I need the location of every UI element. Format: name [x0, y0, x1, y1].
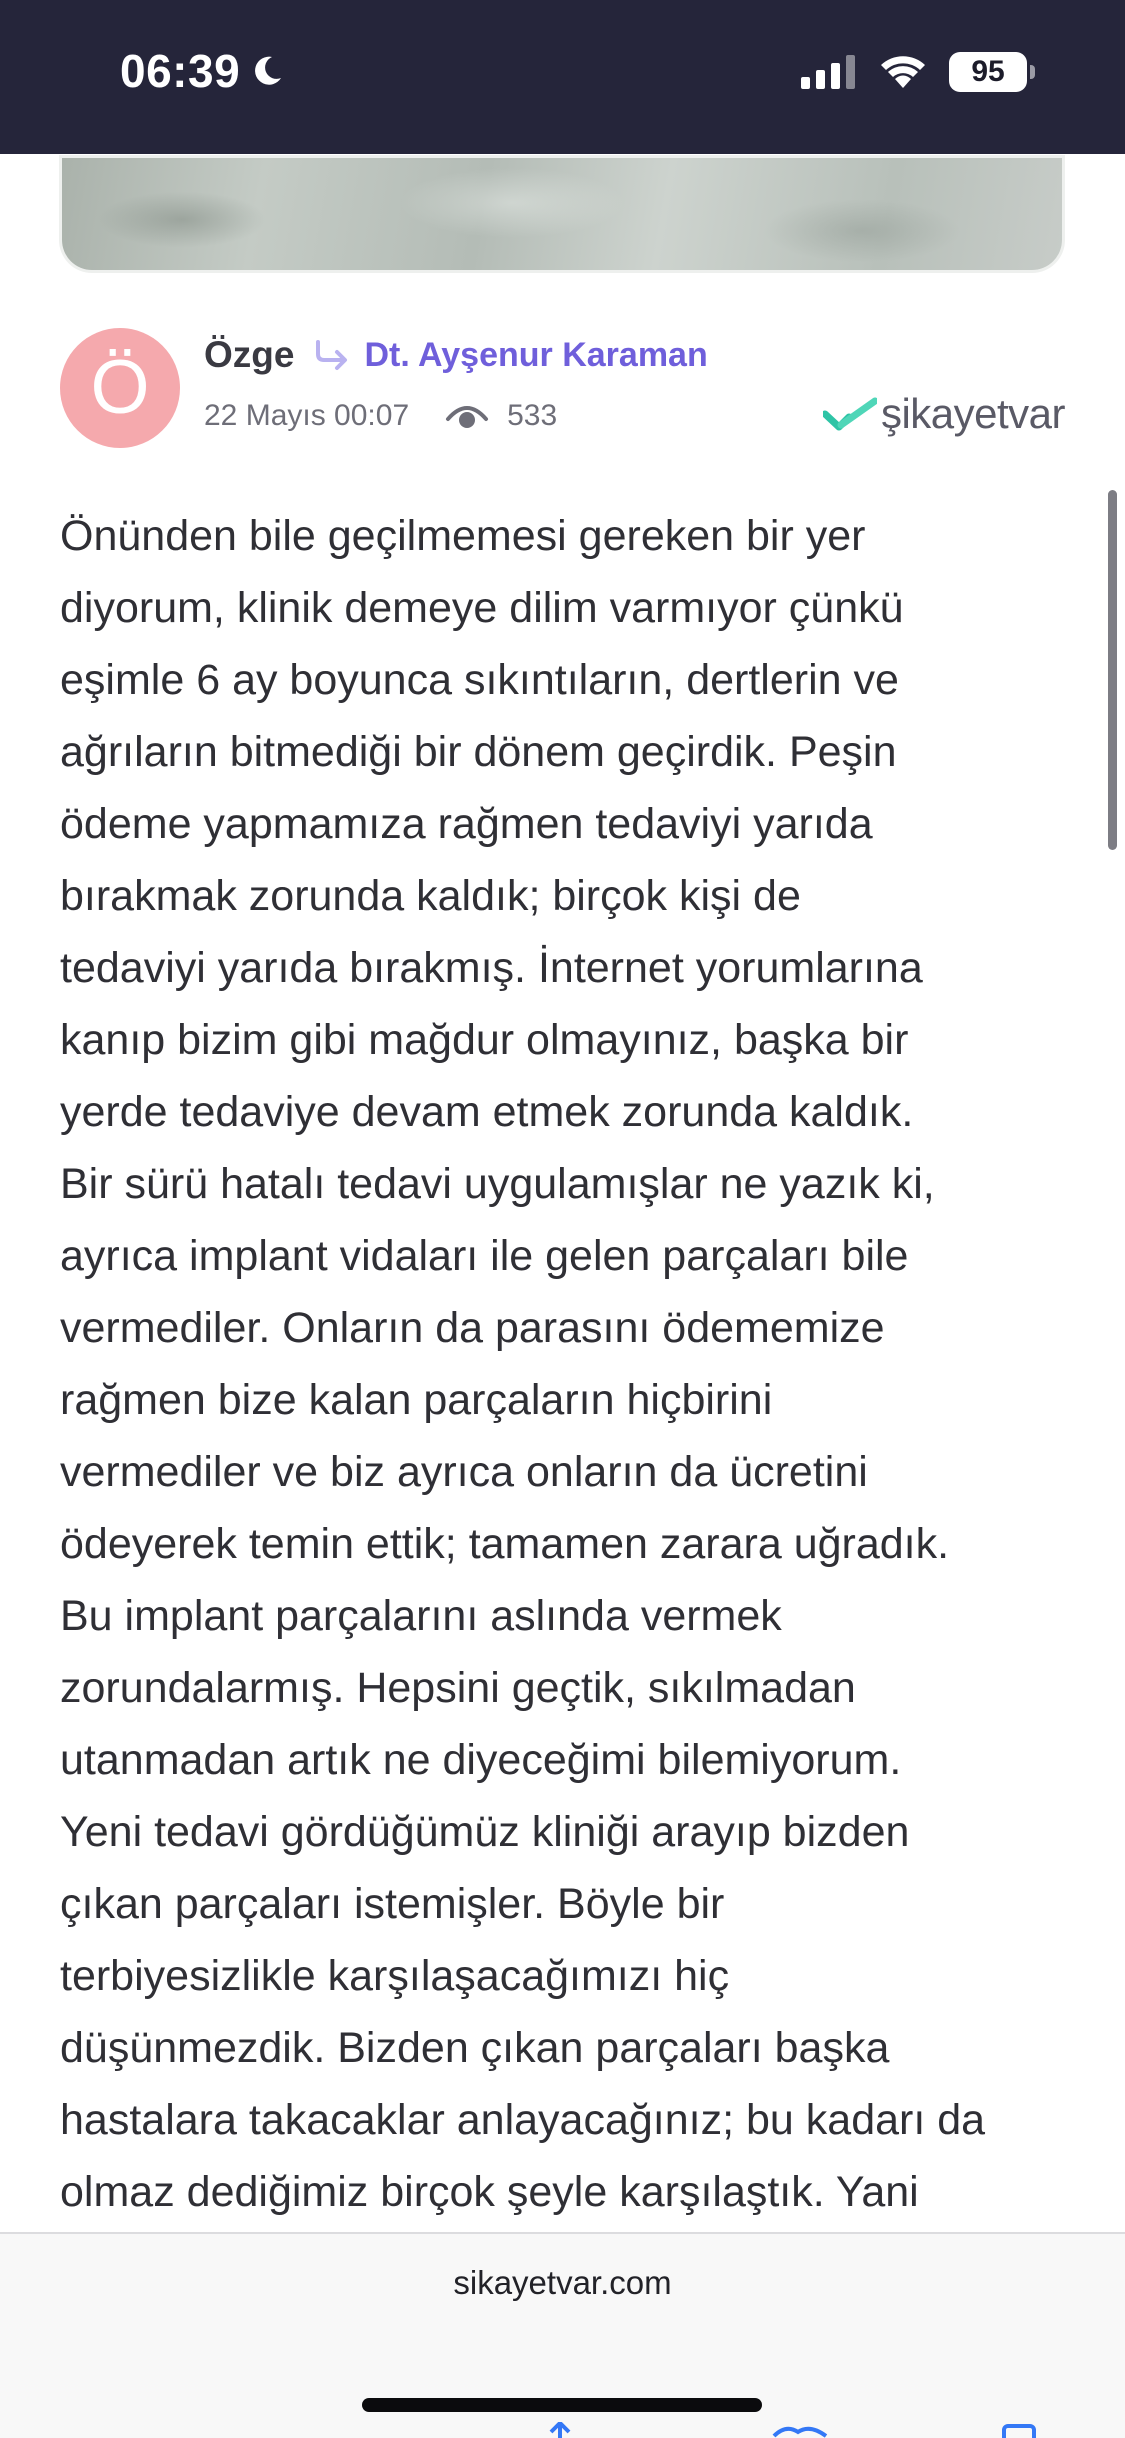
signal-icon: [801, 55, 857, 89]
complaint-meta-row: [204, 396, 557, 436]
clock-label: 06:39: [120, 45, 241, 97]
complaint-author-row: [204, 330, 708, 380]
scrollbar-thumb[interactable]: [1108, 490, 1117, 850]
brand-name: şikayetvar: [880, 390, 1065, 437]
status-time: [120, 44, 284, 98]
battery-icon: [949, 52, 1027, 92]
company-link[interactable]: Dt. Ayşenur Karaman: [364, 335, 708, 374]
complaint-image[interactable]: [62, 158, 1062, 270]
author-name[interactable]: Özge: [204, 334, 295, 375]
moon-icon: [250, 54, 284, 88]
avatar-letter: Ö: [90, 345, 150, 430]
avatar: [60, 328, 180, 448]
reply-arrow-icon: [312, 338, 352, 372]
complaint-date: 22 Mayıs 00:07: [204, 399, 410, 432]
status-indicators: [801, 52, 1027, 92]
eye-icon: [445, 401, 489, 431]
home-indicator: [362, 2398, 762, 2412]
wifi-icon: [879, 54, 927, 90]
address-bar-url: sikayetvar.com: [453, 2264, 672, 2301]
view-count: 533: [507, 399, 558, 432]
sikayetvar-logo[interactable]: [823, 390, 1065, 438]
battery-level: 95: [971, 55, 1005, 88]
brand-check-icon: [823, 397, 877, 431]
status-bar: [0, 0, 1125, 154]
complaint-text: Önünden bile geçilmemesi gereken bir yer diyorum, klinik demeye dilim varmıyor çünkü eşimle 6 ay boyunca sıkıntıların, dertlerin ve ağrıların bitmediği bir dönem geçirdik. Peşin ödeme yapmamıza rağmen tedaviyi yarıda bırakmak zorunda kaldık; birçok kişi de tedaviyi yarıda bırakmış. İnternet yorumlarına kanıp bizim gibi mağdur olmayınız, başka bir yerde tedaviye devam etmek zorunda kaldık. Bir sürü hatalı tedavi uygulamışlar ne yazık ki, ayrıca implant vidaları ile gelen parçaları bile vermediler. Onların da parasını ödememize rağmen bize kalan parçaların hiçbirini vermediler ve biz ayrıca onların da ücretini ödeyerek temin ettik; tamamen zarara uğradık. Bu implant parçalarını aslında vermek zorundalarmış. Hepsini geçtik, sıkılmadan utanmadan artık ne diyeceğimi bilemiyorum. Yeni tedavi gördüğümüz kliniği arayıp bizden çıkan parçaları istemişler. Böyle bir terbiyesizlikle karşılaşacağımızı hiç düşünmezdik. Bizden çıkan parçaları başka hastalara takacaklar anlayacağınız; bu kadarı da olmaz dediğimiz birçok şeyle karşılaştık. Yani: [60, 512, 986, 2215]
address-bar[interactable]: [0, 2264, 1125, 2302]
browser-bottom-bar: [0, 2232, 1125, 2438]
